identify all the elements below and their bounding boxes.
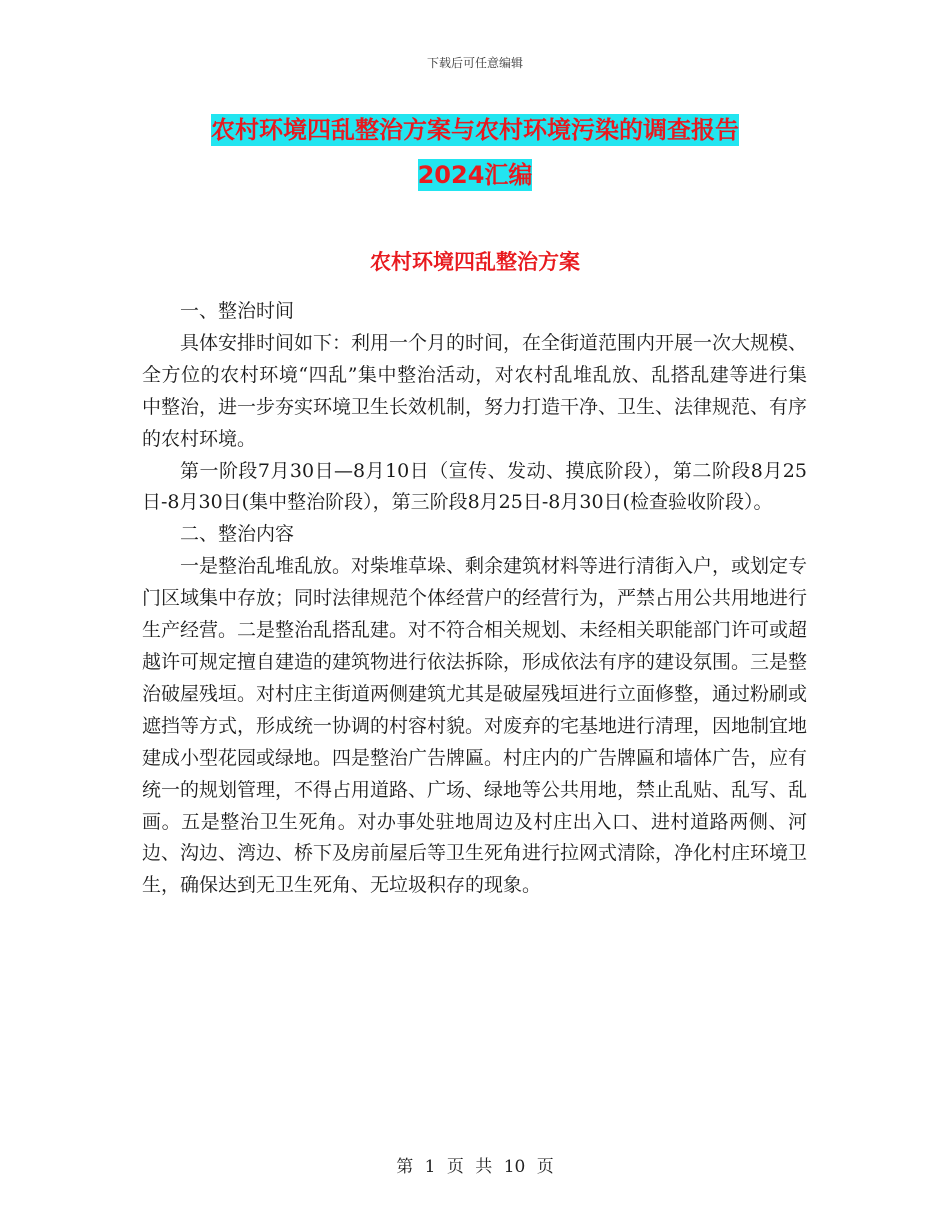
document-title bbox=[0, 108, 950, 198]
document-title-line-1: 农村环境四乱整治方案与农村环境污染的调查报告 bbox=[211, 116, 739, 144]
heading-schedule: 一、整治时间 bbox=[180, 300, 295, 322]
page-number-footer: 第 1 页 共 10 页 bbox=[396, 1157, 554, 1177]
paragraph-phases: 第一阶段7月30日—8月10日（宣传、发动、摸底阶段），第二阶段8月25日-8月30日(集中整治阶段），第三阶段8月25日-8月30日(检查验收阶段）。 bbox=[142, 459, 807, 514]
paragraph-content: 一是整治乱堆乱放。对柴堆草垛、剩余建筑材料等进行清街入户，或划定专门区域集中存放；同时法律规范个体经营户的经营行为，严禁占用公共用地进行生产经营。二是整治乱搭乱建。对不符合相关规划、未经相关职能部门许可或超越许可规定擅自建造的建筑物进行依法拆除，形成依法有序的建设氛围。三是整治破屋残垣。对村庄主街道两侧建筑尤其是破屋残垣进行立面修整，通过粉刷或遮挡等方式，形成统一协调的村容村貌。对废弃的宅基地进行清理，因地制宜地建成小型花园或绿地。四是整治广告牌匾。村庄内的广告牌匾和墙体广告，应有统一的规划管理，不得占用道路、广场、绿地等公共用地，禁止乱贴、乱写、乱画。五是整治卫生死角。对办事处驻地周边及村庄出入口、进村道路两侧、河边、沟边、湾边、桥下及房前屋后等卫生死角进行拉网式清除，净化村庄环境卫生，确保达到无卫生死角、无垃圾积存的现象。 bbox=[142, 555, 808, 897]
document-body bbox=[142, 296, 807, 902]
page-header-note: 下载后可任意编辑 bbox=[426, 56, 523, 70]
paragraph-schedule: 具体安排时间如下：利用一个月的时间，在全街道范围内开展一次大规模、全方位的农村环境“四乱”集中整治活动，对农村乱堆乱放、乱搭乱建等进行集中整治，进一步夯实环境卫生长效机制，努力打造干净、卫生、法律规范、有序的农村环境。 bbox=[142, 331, 808, 450]
section-title: 农村环境四乱整治方案 bbox=[370, 250, 580, 274]
heading-content: 二、整治内容 bbox=[180, 523, 295, 546]
document-title-line-2: 2024汇编 bbox=[417, 161, 533, 189]
